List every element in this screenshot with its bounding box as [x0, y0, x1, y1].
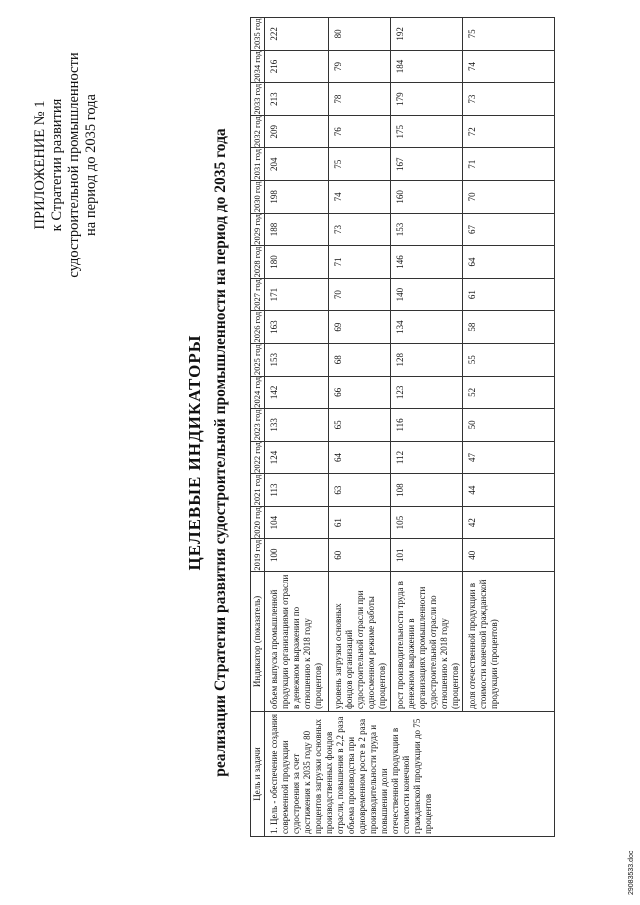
value-cell: 65 — [329, 409, 391, 442]
value-cell: 71 — [329, 246, 391, 279]
value-cell: 75 — [463, 18, 555, 51]
header-year: 2035 год — [251, 18, 265, 51]
value-cell: 55 — [463, 343, 555, 376]
page-title: ЦЕЛЕВЫЕ ИНДИКАТОРЫ — [185, 334, 204, 571]
table-body — [265, 18, 555, 837]
value-cell: 123 — [391, 376, 463, 409]
value-cell: 72 — [463, 115, 555, 148]
header-year: 2022 год — [251, 441, 265, 474]
value-cell: 42 — [463, 506, 555, 539]
value-cell: 171 — [265, 278, 329, 311]
value-cell: 64 — [329, 441, 391, 474]
header-year: 2025 год — [251, 343, 265, 376]
value-cell: 180 — [265, 246, 329, 279]
value-cell: 184 — [391, 50, 463, 83]
header-year: 2034 год — [251, 50, 265, 83]
value-cell: 74 — [329, 181, 391, 214]
header-year: 2030 год — [251, 181, 265, 214]
value-cell: 80 — [329, 18, 391, 51]
value-cell: 153 — [265, 343, 329, 376]
value-cell: 74 — [463, 50, 555, 83]
value-cell: 134 — [391, 311, 463, 344]
value-cell: 70 — [329, 278, 391, 311]
value-cell: 64 — [463, 246, 555, 279]
header-year: 2019 год — [251, 539, 265, 572]
file-reference: 29083533.doc — [628, 850, 635, 895]
value-cell: 78 — [329, 83, 391, 116]
value-cell: 44 — [463, 474, 555, 507]
header-year: 2020 год — [251, 506, 265, 539]
indicators-table — [250, 17, 555, 837]
value-cell: 167 — [391, 148, 463, 181]
value-cell: 50 — [463, 409, 555, 442]
value-cell: 160 — [391, 181, 463, 214]
appendix-line: на период до 2035 года — [83, 94, 99, 236]
value-cell: 52 — [463, 376, 555, 409]
value-cell: 153 — [391, 213, 463, 246]
value-cell: 213 — [265, 83, 329, 116]
value-cell: 204 — [265, 148, 329, 181]
header-year: 2028 год — [251, 246, 265, 279]
value-cell: 79 — [329, 50, 391, 83]
header-year: 2032 год — [251, 115, 265, 148]
header-year: 2021 год — [251, 474, 265, 507]
header-goal: Цель и задачи — [251, 712, 265, 837]
header-year: 2031 год — [251, 148, 265, 181]
value-cell: 100 — [265, 539, 329, 572]
header-year: 2026 год — [251, 311, 265, 344]
value-cell: 128 — [391, 343, 463, 376]
table-header-row — [251, 18, 265, 837]
header-year: 2023 год — [251, 409, 265, 442]
value-cell: 73 — [329, 213, 391, 246]
value-cell: 198 — [265, 181, 329, 214]
appendix-line: к Стратегии развития — [49, 98, 65, 232]
value-cell: 175 — [391, 115, 463, 148]
value-cell: 61 — [329, 506, 391, 539]
value-cell: 112 — [391, 441, 463, 474]
value-cell: 192 — [391, 18, 463, 51]
indicator-cell: доля отечественной продукции в стоимости конечной гражданской продукции (процентов) — [463, 572, 555, 712]
value-cell: 47 — [463, 441, 555, 474]
header-year: 2029 год — [251, 213, 265, 246]
value-cell: 163 — [265, 311, 329, 344]
value-cell: 142 — [265, 376, 329, 409]
value-cell: 140 — [391, 278, 463, 311]
value-cell: 104 — [265, 506, 329, 539]
table-row — [265, 18, 329, 837]
value-cell: 61 — [463, 278, 555, 311]
value-cell: 40 — [463, 539, 555, 572]
value-cell: 146 — [391, 246, 463, 279]
value-cell: 67 — [463, 213, 555, 246]
value-cell: 63 — [329, 474, 391, 507]
value-cell: 179 — [391, 83, 463, 116]
value-cell: 73 — [463, 83, 555, 116]
value-cell: 108 — [391, 474, 463, 507]
value-cell: 101 — [391, 539, 463, 572]
value-cell: 66 — [329, 376, 391, 409]
value-cell: 188 — [265, 213, 329, 246]
value-cell: 124 — [265, 441, 329, 474]
indicator-cell: объем выпуска промышленной продукции организациями отрасли в денежном выражении по отношению к 2018 году (процентов) — [265, 572, 329, 712]
appendix-line: судостроительной промышленности — [66, 52, 82, 278]
appendix-heading — [32, 35, 100, 295]
value-cell: 113 — [265, 474, 329, 507]
value-cell: 222 — [265, 18, 329, 51]
value-cell: 216 — [265, 50, 329, 83]
value-cell: 68 — [329, 343, 391, 376]
indicator-cell: рост производительности труда в денежном выражении в организациях промышленности судостроительной отрасли по отношению к 2018 году (процентов) — [391, 572, 463, 712]
goal-cell: 1. Цель - обеспечение создания современной продукции судостроения за счет достижения к 2035 году 80 процентов загрузки основных производственных фондов отрасли, повышения в 2,2 раза объема производства при одновременном росте в 2 раза производительности труда и повышении доли отечественной продукции в стоимости конечной гражданской продукции до 75 процентов — [265, 712, 555, 837]
value-cell: 69 — [329, 311, 391, 344]
header-year: 2033 год — [251, 83, 265, 116]
value-cell: 58 — [463, 311, 555, 344]
value-cell: 60 — [329, 539, 391, 572]
header-indicator: Индикатор (показатель) — [251, 572, 265, 712]
value-cell: 70 — [463, 181, 555, 214]
value-cell: 116 — [391, 409, 463, 442]
value-cell: 75 — [329, 148, 391, 181]
value-cell: 133 — [265, 409, 329, 442]
page-subtitle: реализации Стратегии развития судостроительной промышленности на период до 2035 года — [212, 128, 229, 777]
header-year: 2024 год — [251, 376, 265, 409]
value-cell: 71 — [463, 148, 555, 181]
value-cell: 209 — [265, 115, 329, 148]
value-cell: 76 — [329, 115, 391, 148]
appendix-line: ПРИЛОЖЕНИЕ № 1 — [32, 100, 48, 230]
header-year: 2027 год — [251, 278, 265, 311]
indicator-cell: уровень загрузки основных фондов организаций судостроительной отрасли при односменном режиме работы (процентов) — [329, 572, 391, 712]
value-cell: 105 — [391, 506, 463, 539]
